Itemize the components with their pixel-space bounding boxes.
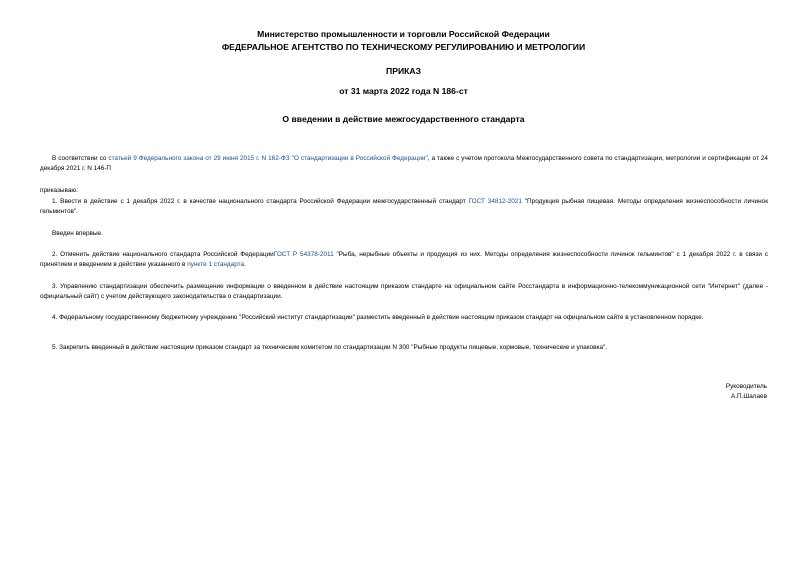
item-1-reference-link[interactable]: пункте 1 стандарта <box>187 261 245 268</box>
ministry-name: Министерство промышленности и торговли Российской Федерации <box>257 29 550 39</box>
document-type: ПРИКАЗ <box>386 66 421 76</box>
item-2-text-3: . <box>244 261 246 268</box>
item-1-paragraph <box>40 197 768 217</box>
signature-block <box>726 382 767 402</box>
federal-law-link[interactable]: статьей 9 Федерального закона от 29 июня 2015 г. N 162-ФЗ "О стандартизации в Российской Федерации" <box>108 155 428 162</box>
gost-34812-link[interactable]: ГОСТ 34812-2021 <box>468 198 522 205</box>
item-2-text-2: "Рыба, нерыбные объекты и продукция из них. Методы определения жизнеспособности личинок гельминтов" с 1 декабря 2022 г. в связи с принятием и введением в действие указанного в <box>40 251 768 268</box>
document-date-number: от 31 марта 2022 года N 186-ст <box>339 86 468 96</box>
item-1-text-1: 1. Ввести в действие с 1 декабря 2022 г. в качестве национального стандарта Российской Федерации межгосударственный стандарт <box>52 198 469 205</box>
item-5-paragraph: 5. Закрепить введенный в действие настоящим приказом стандарт за техническим комитетом по стандартизации N 300 "Рыбные продукты пищевые, кормовые, технические и упаковка". <box>52 344 608 351</box>
preamble-text-1: В соответствии со <box>52 155 109 162</box>
gost-r-54378-link[interactable]: ГОСТ Р 54378-2011 <box>273 251 334 258</box>
signature-position: Руководитель <box>725 383 767 390</box>
first-time-note: Введен впервые. <box>52 230 103 237</box>
item-3-paragraph: 3. Управлению стандартизации обеспечить размещение информации о введенном в действие настоящим приказом стандарте на официальном сайте Росстандарта в информационно-телекоммуникационной сети "Интернет" (далее - официальный сайт) с учетом действующего законодательства о стандартизации. <box>40 283 768 300</box>
preamble-text-2: , а также с учетом протокола Межгосударственного совета по стандартизации, метрологии и сертификации от 24 декабря 2021 г. N 146-П <box>40 155 768 172</box>
preamble-paragraph <box>40 154 768 174</box>
item-1-text-2: "Продукция рыбная пищевая. Методы определения жизнеспособности личинок гельминтов". <box>40 198 769 215</box>
item-2-text-1: 2. Отменить действие национального стандарта Российской Федерации <box>52 251 274 258</box>
signature-name: А.П.Шалаев <box>730 393 767 400</box>
agency-name: ФЕДЕРАЛЬНОЕ АГЕНТСТВО ПО ТЕХНИЧЕСКОМУ РЕГУЛИРОВАНИЮ И МЕТРОЛОГИИ <box>221 42 586 52</box>
document-title: О введении в действие межгосударственного стандарта <box>282 114 525 124</box>
item-4-paragraph: 4. Федеральному государственному бюджетному учреждению "Российский институт стандартизации" разместить введенный в действие настоящим приказом стандарт на официальном сайте в установленном порядке. <box>52 314 704 321</box>
order-word: приказываю: <box>40 187 78 194</box>
item-2-paragraph <box>40 250 768 270</box>
